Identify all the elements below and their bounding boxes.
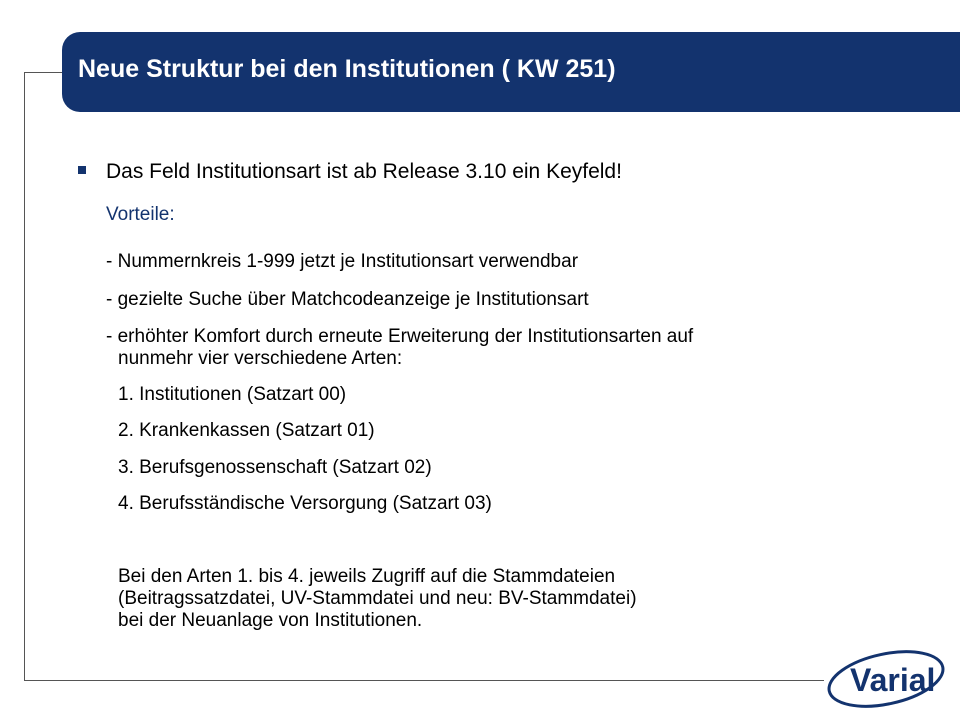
institution-type-item: 3. Berufsgenossenschaft (Satzart 02) [118, 457, 432, 478]
frame-line-left [24, 72, 25, 680]
advantage-item-continuation: nunmehr vier verschiedene Arten: [118, 348, 403, 369]
advantage-item: - erhöhter Komfort durch erneute Erweiterung der Institutionsarten auf [106, 326, 694, 347]
institution-type-item: 4. Berufsständische Versorgung (Satzart 03) [118, 493, 492, 514]
advantage-item: - Nummernkreis 1-999 jetzt je Institutionsart verwendbar [106, 251, 579, 272]
logo-wordmark: Varial [850, 662, 936, 698]
institution-type-item: 1. Institutionen (Satzart 00) [118, 384, 347, 405]
slide-title: Neue Struktur bei den Institutionen ( KW 251) [78, 55, 616, 83]
institution-type-item: 2. Krankenkassen (Satzart 01) [118, 420, 375, 441]
advantages-heading: Vorteile: [106, 204, 175, 225]
varial-logo [822, 646, 948, 710]
note-line: (Beitragssatzdatei, UV-Stammdatei und neu: BV-Stammdatei) [118, 588, 637, 609]
main-bullet-text: Das Feld Institutionsart ist ab Release 3.10 ein Keyfeld! [106, 160, 622, 183]
note-line: Bei den Arten 1. bis 4. jeweils Zugriff auf die Stammdateien [118, 566, 616, 587]
advantage-item: - gezielte Suche über Matchcodeanzeige je Institutionsart [106, 289, 589, 310]
frame-line-bottom [24, 680, 824, 681]
square-bullet-icon [78, 166, 86, 174]
frame-line-top [24, 72, 66, 73]
note-line: bei der Neuanlage von Institutionen. [118, 610, 423, 631]
